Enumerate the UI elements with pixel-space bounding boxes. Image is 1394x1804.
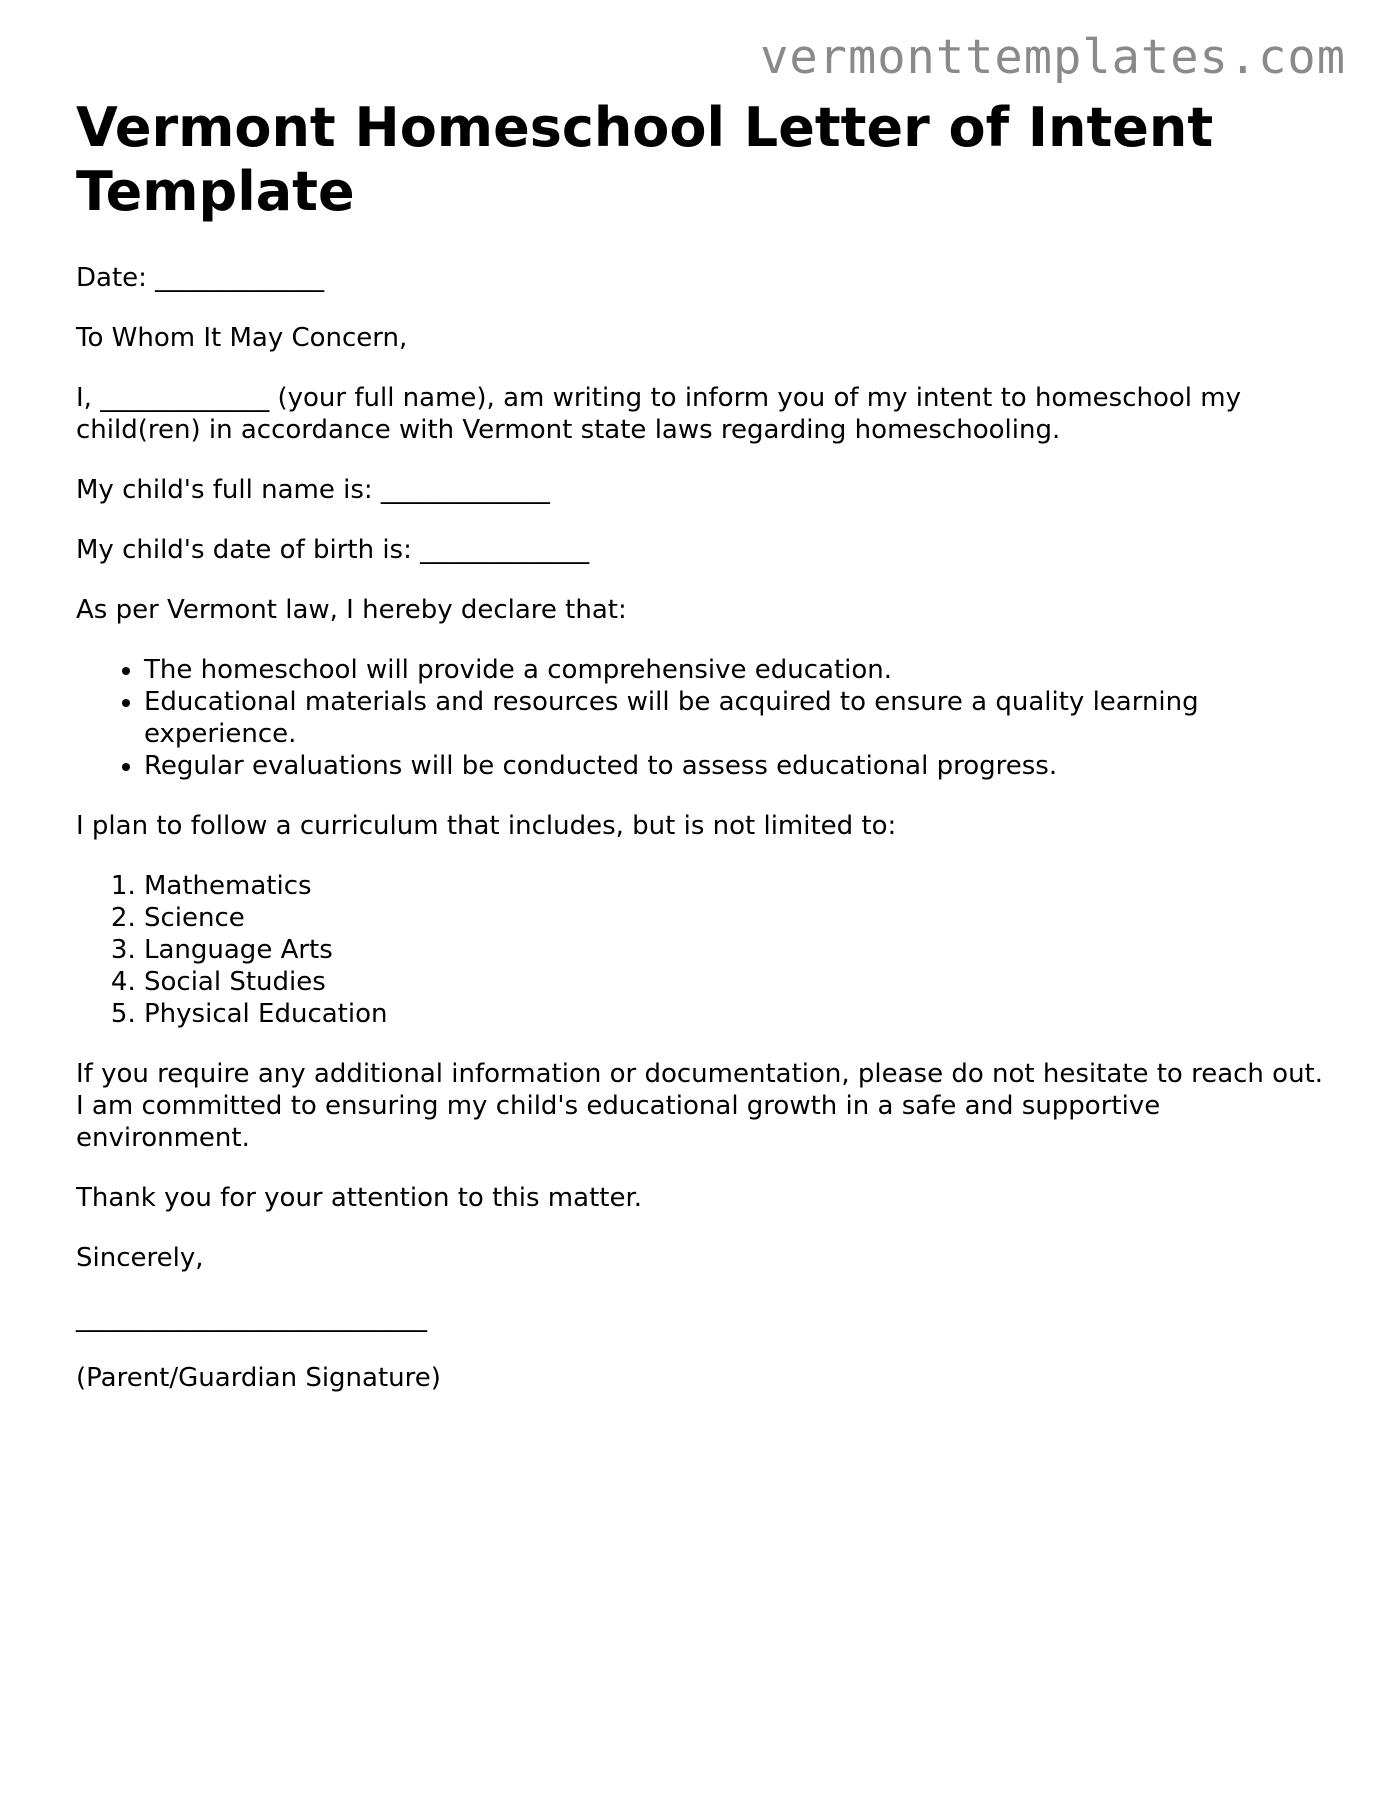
salutation: To Whom It May Concern,	[76, 323, 408, 353]
declaration-item: • The homeschool will provide a comprehensive education.	[144, 654, 1326, 686]
intro-paragraph: I, _____________ (your full name), am writing to inform you of my intent to homeschool my child(ren) in accordance with Vermont state laws regarding homeschooling.	[76, 383, 1241, 445]
curriculum-intro: I plan to follow a curriculum that includes, but is not limited to:	[76, 811, 897, 841]
declaration-item: • Regular evaluations will be conducted to assess educational progress.	[144, 750, 1326, 782]
curriculum-item: 4. Social Studies	[144, 966, 1326, 998]
document-title: Vermont Homeschool Letter of Intent Template	[76, 96, 1214, 223]
curriculum-item: 1. Mathematics	[144, 870, 1326, 902]
site-watermark: vermonttemplates.com	[760, 30, 1346, 85]
declaration-intro: As per Vermont law, I hereby declare that:	[76, 595, 627, 625]
signature-caption: (Parent/Guardian Signature)	[76, 1363, 441, 1393]
declaration-item: • Educational materials and resources will be acquired to ensure a quality learning experience.	[144, 686, 1326, 750]
curriculum-item: 5. Physical Education	[144, 998, 1326, 1030]
curriculum-item: 3. Language Arts	[144, 934, 1326, 966]
letter-document	[76, 96, 1326, 1422]
child-dob-line: My child's date of birth is: _____________	[76, 535, 590, 565]
curriculum-list	[76, 870, 1326, 1030]
declaration-list	[76, 654, 1326, 782]
child-name-line: My child's full name is: _____________	[76, 475, 550, 505]
signoff: Sincerely,	[76, 1243, 204, 1273]
curriculum-item: 2. Science	[144, 902, 1326, 934]
date-line: Date: _____________	[76, 263, 325, 293]
signature-line: ___________________________	[76, 1303, 427, 1333]
thanks-line: Thank you for your attention to this matter.	[76, 1183, 643, 1213]
closing-paragraph: If you require any additional information or documentation, please do not hesitate to reach out. I am committed to ensuring my child's educational growth in a safe and supportive environment.	[76, 1059, 1324, 1153]
